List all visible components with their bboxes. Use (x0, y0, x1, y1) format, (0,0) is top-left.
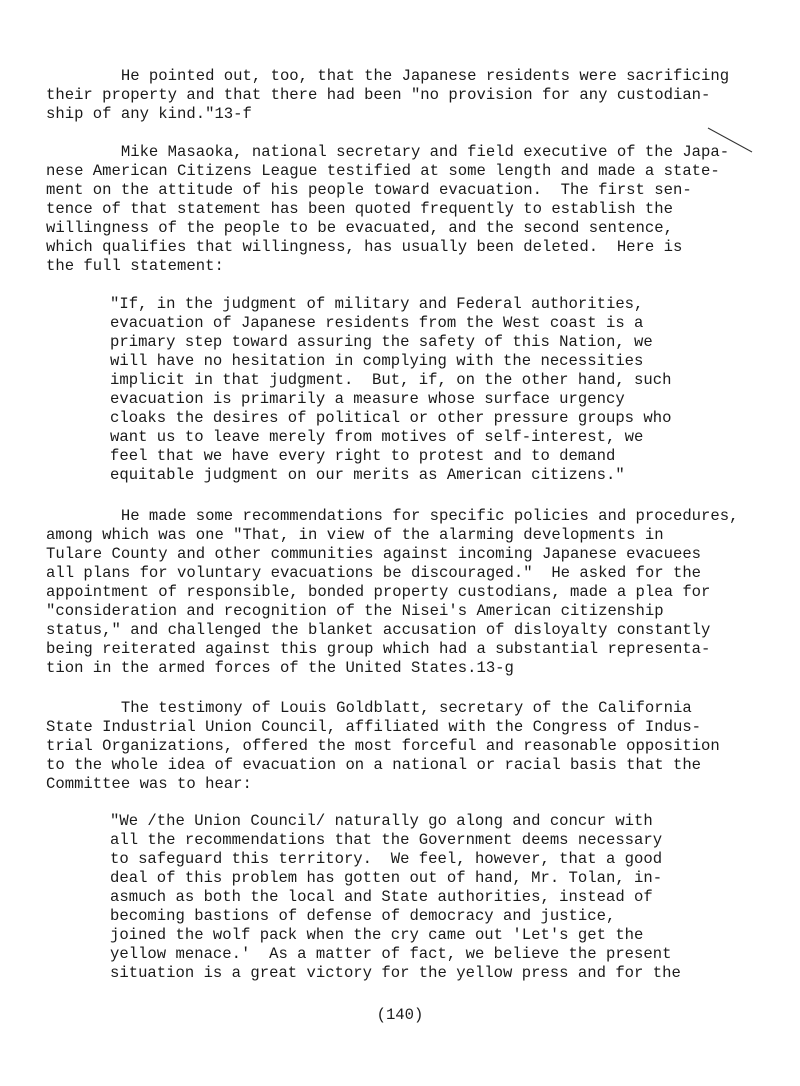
text-line: evacuation of Japanese residents from the West coast is a (110, 314, 644, 332)
text-line: He pointed out, too, that the Japanese residents were sacrificing (46, 67, 730, 85)
pen-stroke-mark (700, 120, 760, 160)
text-line: trial Organizations, offered the most forceful and reasonable opposition (46, 737, 720, 755)
page-number: (140) (376, 1006, 424, 1024)
text-line: appointment of responsible, bonded property custodians, made a plea for (46, 583, 711, 601)
text-line: equitable judgment on our merits as American citizens." (110, 466, 625, 484)
text-line: want us to leave merely from motives of self-interest, we (110, 428, 644, 446)
text-line: The testimony of Louis Goldblatt, secretary of the California (46, 699, 692, 717)
paragraph-recommendations (46, 507, 738, 678)
paragraph-masaoka (46, 143, 729, 276)
text-line: cloaks the desires of political or other pressure groups who (110, 409, 672, 427)
text-line: all the recommendations that the Government deems necessary (110, 831, 663, 849)
text-line: implicit in that judgment. But, if, on the other hand, such (110, 371, 672, 389)
text-line: deal of this problem has gotten out of hand, Mr. Tolan, in- (110, 869, 663, 887)
text-line: tion in the armed forces of the United States.13-g (46, 659, 514, 677)
text-line: becoming bastions of defense of democracy and justice, (110, 907, 616, 925)
text-line: status," and challenged the blanket accusation of disloyalty constantly (46, 621, 711, 639)
text-line: yellow menace.' As a matter of fact, we believe the present (110, 945, 672, 963)
text-line: joined the wolf pack when the cry came out 'Let's get the (110, 926, 644, 944)
text-line: He made some recommendations for specific policies and procedures, (46, 507, 739, 525)
text-line: evacuation is primarily a measure whose surface urgency (110, 390, 625, 408)
text-line: tence of that statement has been quoted frequently to establish the (46, 200, 673, 218)
text-line: nese American Citizens League testified at some length and made a state- (46, 162, 720, 180)
text-line: Committee was to hear: (46, 775, 252, 793)
text-line: Tulare County and other communities against incoming Japanese evacuees (46, 545, 702, 563)
text-line: situation is a great victory for the yellow press and for the (110, 964, 681, 982)
paragraph-goldblatt (46, 699, 720, 794)
text-line: "We /the Union Council/ naturally go along and concur with (110, 812, 653, 830)
text-line: their property and that there had been "no provision for any custodian- (46, 86, 711, 104)
text-line: State Industrial Union Council, affiliated with the Congress of Indus- (46, 718, 702, 736)
text-line: being reiterated against this group which had a substantial representa- (46, 640, 711, 658)
text-line: among which was one "That, in view of the alarming developments in (46, 526, 664, 544)
block-quote-masaoka (110, 295, 671, 485)
text-line: willingness of the people to be evacuated, and the second sentence, (46, 219, 673, 237)
text-line: "consideration and recognition of the Nisei's American citizenship (46, 602, 664, 620)
text-line: asmuch as both the local and State authorities, instead of (110, 888, 653, 906)
paragraph-custodianship (46, 67, 729, 124)
text-line: the full statement: (46, 257, 224, 275)
text-line: to safeguard this territory. We feel, however, that a good (110, 850, 663, 868)
text-line: ment on the attitude of his people toward evacuation. The first sen- (46, 181, 692, 199)
text-line: ship of any kind."13-f (46, 105, 252, 123)
text-line: will have no hesitation in complying with the necessities (110, 352, 644, 370)
block-quote-goldblatt (110, 812, 681, 983)
text-line: which qualifies that willingness, has usually been deleted. Here is (46, 238, 683, 256)
text-line: feel that we have every right to protest and to demand (110, 447, 616, 465)
text-line: "If, in the judgment of military and Federal authorities, (110, 295, 644, 313)
text-line: all plans for voluntary evacuations be discouraged." He asked for the (46, 564, 702, 582)
text-line: primary step toward assuring the safety of this Nation, we (110, 333, 653, 351)
text-line: Mike Masaoka, national secretary and field executive of the Japa- (46, 143, 730, 161)
text-line: to the whole idea of evacuation on a national or racial basis that the (46, 756, 702, 774)
